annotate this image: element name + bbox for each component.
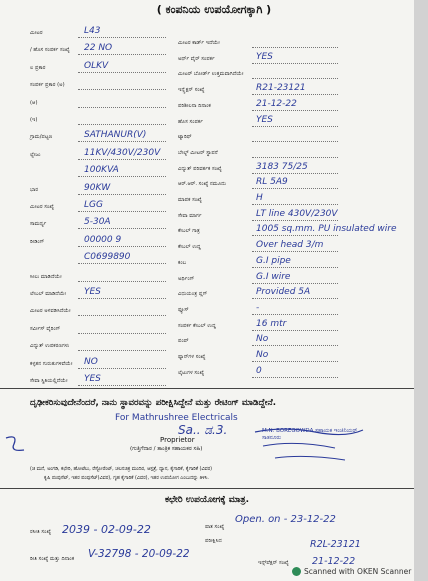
field-line [78,159,166,160]
left-field-value: C0699890 [84,252,131,263]
field-line [252,141,338,142]
field-line [78,37,166,38]
receipt-date-value: V-32798 - 20-09-22 [88,548,190,560]
account-value: Open. on - 23-12-22 [235,514,336,525]
left-field-value: SATHANUR(V) [84,130,147,141]
left-field-value: OLKV [84,60,109,71]
left-field-value: 90KW [84,182,111,193]
field-line [252,267,338,268]
field-line [252,110,338,111]
contractor-sub-label: (ಗುತ್ತಿಗೆದಾರ / ತಾಂತ್ರಿಕ ಸಹಾಯಕರ ಸಹಿ) [130,446,203,452]
right-field-label: ಹೊಸ ಸಂಪರ್ಕ [178,118,203,125]
left-field-value: 22 NO [84,43,113,54]
field-line [78,263,166,264]
contractor-firm: For Mathrushree Electricals [115,413,238,423]
right-field-value: 21-12-22 [256,98,297,109]
field-line [78,107,166,108]
field-line [78,72,166,73]
field-line [78,176,166,177]
right-field-label: ಸೇವಾ ಮಾರ್ಗ [178,212,202,219]
right-field-value: LT line 430V/230V [256,208,338,219]
right-field-label: ಸಂಪರ್ಕ ಕೇಬಲ್ ಉದ್ದ [178,322,216,329]
field-line [252,126,338,127]
field-line [252,283,338,284]
right-field-label: ಬೇಲ್ಟ್ ಮೀಟರ್ ಸ್ಥಾಪನೆ [178,149,218,156]
left-field-label: ಸಂಪರ್ಕ ಪ್ರಕಾರ (ಅ) [30,82,65,89]
right-field-label: ಆರ್.ಆರ್. ಸಂಖ್ಯೆ ನಮೂದು [178,181,227,188]
field-line [252,63,338,64]
right-field-value: - [256,302,260,313]
left-field-label: ಕಳ್ಳತನ ಗುರುತುಗಳಿವೆಯೇ [30,360,73,367]
field-line [78,54,166,55]
left-field-label: ಲೇಬಲ್ ಮಾಡಿದೆಯೇ [30,291,67,297]
right-field-value: No [256,334,269,345]
right-field-label: ಮೀಟರ ಕಾರ್ಡ್ ಇದೆಯೇ [178,40,220,46]
field-line [252,157,338,158]
field-line [252,314,338,315]
right-field-label: ಇನ್ಸ್ಪೆಕ್ಷನ್ ಸಂಖ್ಯೆ [178,87,205,94]
left-field-value: 5-30A [84,217,111,228]
field-line [78,368,166,369]
field-line [252,298,338,299]
office-use-heading: ಕಛೇರಿ ಉಪಯೋಗಕ್ಕೆ ಮಾತ್ರ. [165,495,249,505]
left-field-value: 100KVA [84,165,119,176]
right-field-value: G.I wire [256,271,291,282]
right-field-value: 3183 75/25 [256,161,308,172]
inspected-value: R2L-23121 [310,539,361,550]
inspection-no-value: 21-12-22 [312,556,356,567]
field-line [252,47,338,48]
left-field-label: ಸೇವಾ ಸ್ಥಿತಿಯಲ್ಲಿದೆಯೇ [30,378,68,384]
right-field-value: 1005 sq.mm. PU insulated wire [256,224,397,235]
right-field-label: ಫ್ಯಾನ್‌ಗಳ ಸಂಖ್ಯೆ [178,354,206,360]
field-line [252,330,338,331]
field-line [78,228,166,229]
right-field-value: R21-23121 [256,83,306,94]
right-field-label: ವಿದ್ಯುತ್ ಪರಿವರ್ತಕ ಸಂಖ್ಯೆ [178,165,222,172]
signature-scribble [4,432,44,456]
field-line [252,235,338,236]
fine-print-1: (ಜಿ ಮನೆ, ಅಂಗಡಿ, ಕಛೇರಿ, ಹೋಟೆಲು, ರೆಸ್ಟೋರೆಂಟ್, ಚಲನಚಿತ್ರ ಮಂದಿರ, ಆಸ್ಪತ್ರೆ, ಧ್ಯಾನ, ಕೈಗಾರಿಕೆ, ಕೈಗಾರಿಕೆ (ವಿವರ) [30,467,213,472]
left-field-label: ಗ್ರಾಮ/ಪಟ್ಟಣ [30,134,53,141]
field-line [78,89,166,90]
left-field-label: ಲ ಪ್ರಕಾರ [30,64,46,71]
field-line [252,361,338,362]
right-field-label: ಪರಿಶೀಲನಾ ದಿನಾಂಕ [178,102,211,109]
page-edge [414,0,428,581]
fine-print-2: ಕೃಷಿ ಪಂಪುಸೆಟ್, ಇತರ ಪಂಪುಸೆಟ್(ವಿವರ), ಗೃಹ ಕೈಗಾರಿಕೆ (ವಿವರ), ಇತರ ಉಪಯೋಗ ಎಂಬುದನ್ನು ತಿಳಿಸಿ. [44,476,209,481]
right-field-value: YES [256,114,273,125]
right-field-label: ಟ್ಯಾರಿಫ್ [178,134,192,141]
right-field-value: 16 mtr [256,318,287,329]
field-line [78,281,166,282]
field-line [252,377,338,378]
left-field-label: ಸಾಮರ್ಥ್ಯ [30,221,47,228]
field-line [78,211,166,212]
scanner-badge [292,567,411,576]
inspected-label: ಪರೀಕ್ಷಿಸಿದ [205,538,222,544]
right-field-value: Provided 5A [256,287,311,298]
contractor-signature: Sa.. ಡ.3. [178,423,228,437]
left-field-label: (ಇ) [30,117,38,123]
right-field-label: ಅರ್ಥ್ ವೈರ್ ಸಂಪರ್ಕ [178,55,215,62]
right-field-label: ವಿಧುಯಂತ್ರ ಪ್ಲಗ್ [178,291,208,298]
left-field-value: YES [84,374,101,384]
field-line [78,385,166,386]
section-divider [0,388,414,389]
field-line [252,94,338,95]
receipt-date-label: ರೀತಿ ಸಂಖ್ಯೆ ಮತ್ತು ದಿನಾಂಕ [30,556,75,562]
left-field-label: (ಆ) [30,99,38,106]
left-field-label: ರೀಡಿಂಗ್ [30,238,45,245]
field-line [252,345,338,346]
right-field-value: RL 5A9 [256,177,288,188]
right-field-value: 0 [256,365,262,376]
field-line [78,333,166,334]
left-field-label: ಮೀಟರ [30,30,43,36]
right-field-label: ಫ್ಯೂಸ್ [178,306,189,313]
left-field-value: NO [84,356,98,367]
right-field-value: H [256,193,263,203]
field-line [252,78,338,79]
left-field-label: ಮೀಟರ ಸಂಖ್ಯೆ [30,204,54,210]
proprietor-label: Proprietor [160,436,195,444]
left-field-value: 00000 9 [84,234,122,245]
field-line [252,173,338,174]
right-field-label: ಮಾಪಕ ಸಂಖ್ಯೆ [178,197,202,203]
left-field-label: ಮೀಟರ ಅಳವಡಿಸಿದೆಯೇ [30,308,71,315]
field-line [78,350,166,351]
left-field-label: ವಿದ್ಯುತ್ ಉಪಕರಣಗಳು [30,343,70,350]
left-field-label: / ಹೊಸ ಸಂಪರ್ಕ ಸಂಖ್ಯೆ [30,47,70,54]
scanner-logo-icon [292,567,301,576]
right-field-value: YES [256,51,273,62]
right-field-label: ಅರ್ಥಿಂಗ್ [178,275,195,282]
right-field-label: ಲೈಟುಗಳ ಸಂಖ್ಯೆ [178,369,205,376]
left-field-label: ಭಾರ [30,186,39,193]
form-title: ( ಕಂಪನಿಯ ಉಪಯೋಗಕ್ಕಾಗಿ ) [156,3,272,16]
left-field-value: LGG [84,200,103,210]
field-line [252,251,338,252]
right-field-label: ಪಂಪ್ [178,338,189,345]
inspection-no-label: ಇನ್ಸ್‌ಪೆಕ್ಷನ್ ಸಂಖ್ಯೆ [258,560,289,566]
field-line [252,204,338,205]
receipt-label: ರಸೀತಿ ಸಂಖ್ಯೆ [30,529,52,535]
field-line [78,315,166,316]
left-field-value: L43 [84,26,101,36]
left-field-label: ಲ್ಟೇಜು [30,151,41,158]
right-field-label: ಕೇಬಲ್ ಉದ್ದ [178,244,201,251]
field-line [252,188,338,189]
left-field-value: YES [84,287,101,297]
field-line [78,194,166,195]
field-line [78,246,166,247]
right-field-label: ಕಂಬ [178,259,187,266]
right-field-label: ಕೇಬಲ್ ಗಾತ್ರ [178,228,200,235]
left-field-label: ಸರ್ವೀಸ್ ವೈರಿಂಗ್ [30,325,61,332]
receipt-value: 2039 - 02-09-22 [62,523,151,536]
section-divider-2 [0,488,414,489]
left-field-label: ಸೀಲು ಮಾಡಿದೆಯೇ [30,273,62,280]
right-field-value: No [256,350,269,360]
field-line [78,124,166,125]
field-line [78,298,166,299]
declaration-text: ದೃಢೀಕರಿಸುವುದೇನೆಂದರೆ, ನಾನು ಸ್ಥಾವರವನ್ನು ಪರೀಕ್ಷಿಸಿದ್ದೇನೆ ಮತ್ತು ರೇಟಿಂಗ್ ಮಾಡಿದ್ದೇನೆ. [30,398,276,408]
field-line [252,220,338,221]
right-field-value: G.I pipe [256,255,291,266]
scanner-badge-text: Scanned with OKEN Scanner [304,567,412,576]
right-field-label: ಮೀಟರ್ ಬೋರ್ಡ್ ಉತ್ತಮವಾಗಿದೆಯೇ [178,71,244,78]
right-field-value: Over head 3/m [256,240,324,251]
stamp-text: M.N. BOREGOWDA ಸಹಾಯಕ ಇಂಜಿನಿಯರ್ ಸಾತನೂರು [262,428,358,441]
field-line [78,141,166,142]
left-field-value: 11KV/430V/230V [84,147,161,158]
account-label: ಪಾತ ಸಂಖ್ಯೆ [205,524,225,530]
